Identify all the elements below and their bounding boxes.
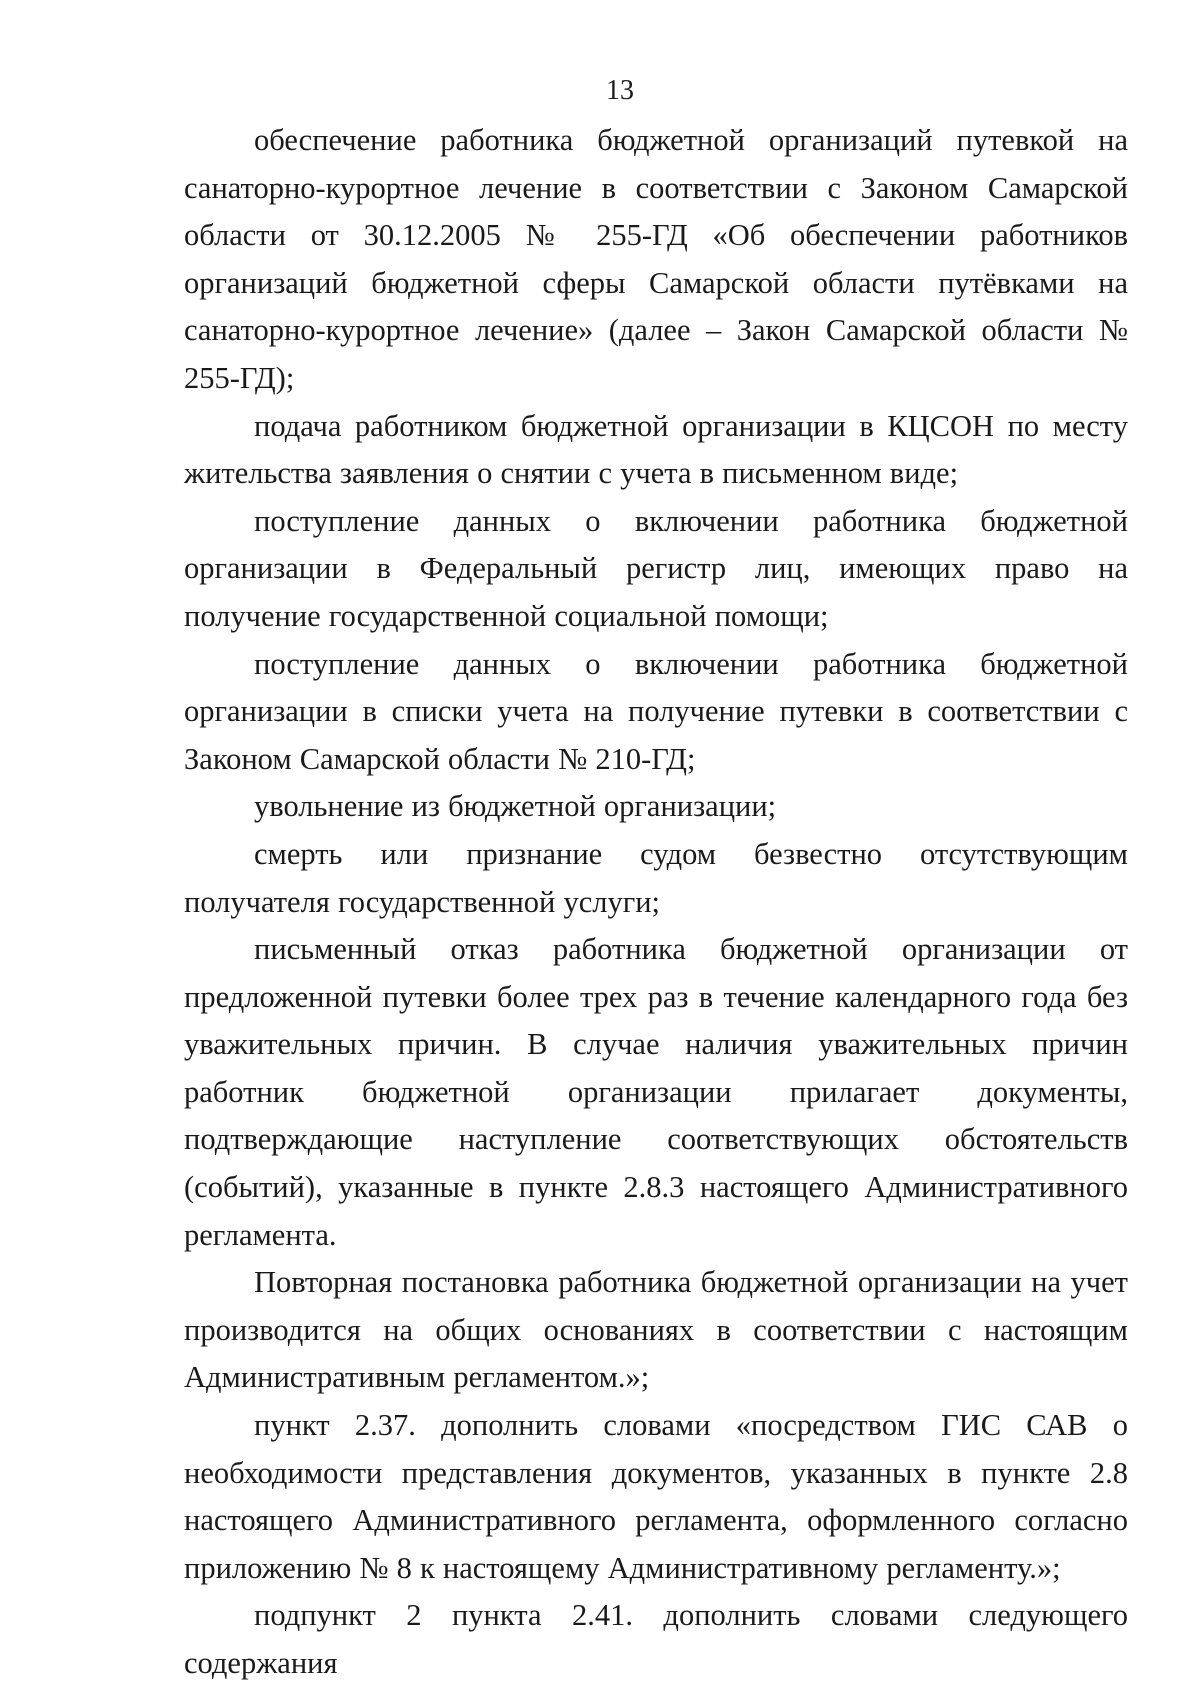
paragraph-accounting-lists: поступление данных о включении работника бюджетной организации в списки учета на получение путевки в соответствии с Законом Самарской области № 210-ГД; xyxy=(184,646,1128,776)
paragraph-re-registration: Повторная постановка работника бюджетной организации на учет производится на общих основаниях в соответствии с настоящим Административным регламентом.»; xyxy=(184,1265,1128,1395)
paragraph-federal-register: поступление данных о включении работника бюджетной организации в Федеральный регистр лиц, имеющих право на получение государственной социальной помощи; xyxy=(184,503,1128,633)
paragraph-dismissal: увольнение из бюджетной организации; xyxy=(254,789,777,824)
paragraph-written-refusal: письменный отказ работника бюджетной организации от предложенной путевки более трех раз в течение календарного года без уважительных причин. В случае наличия уважительных причин работник бюджетной организации прилагает документы, подтверждающие наступление соответствующих обстоятельств (событий), указанные в пункте 2.8.3 настоящего Административного регламента. xyxy=(184,932,1128,1252)
paragraph-sanatorium-provision: обеспечение работника бюджетной организаций путевкой на санаторно-курортное лечение в соответствии с Законом Самарской области от 30.12.2005 № 255-ГД «Об обеспечении работников организаций бюджетной сферы Самарской области путёвками на санаторно-курортное лечение» (далее – Закон Самарской области № 255-ГД); xyxy=(184,123,1128,395)
paragraph-deregistration-application: подача работником бюджетной организации в КЦСОН по месту жительства заявления о снятии с учета в письменном виде; xyxy=(184,408,1128,491)
paragraph-clause-2-37: пункт 2.37. дополнить словами «посредством ГИС САВ о необходимости представления документов, указанных в пункте 2.8 настоящего Административного регламента, оформленного согласно приложению № 8 к настоящему Административному регламенту.»; xyxy=(184,1408,1128,1585)
paragraph-clause-2-41: подпункт 2 пункта 2.41. дополнить словами следующего содержания xyxy=(184,1598,1128,1680)
paragraph-death-or-missing: смерть или признание судом безвестно отсутствующим получателя государственной услуги; xyxy=(184,836,1128,919)
document-body xyxy=(184,117,1128,1688)
page-number: 13 xyxy=(606,75,634,106)
